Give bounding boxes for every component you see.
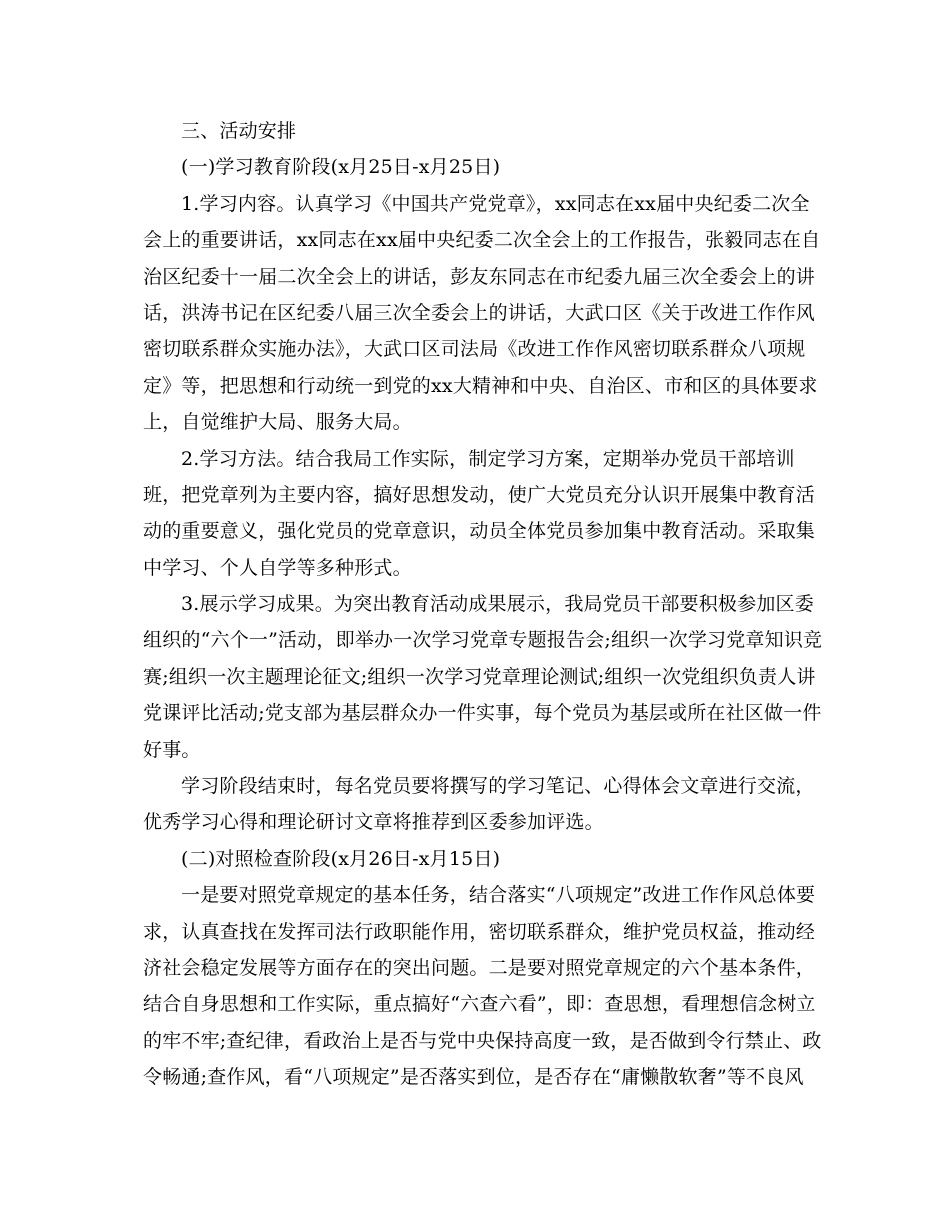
paragraph-line: 学习阶段结束时，每名党员要将撰写的学习笔记、心得体会文章进行交流， — [181, 775, 815, 798]
paragraph-line: 定》等，把思想和行动统一到党的xx大精神和中央、自治区、市和区的具体要求 — [143, 374, 818, 397]
paragraph-line: 赛;组织一次主题理论征文;组织一次学习党章理论测试;组织一次党组织负责人讲 — [143, 665, 816, 688]
paragraph-line: 话，洪涛书记在区纪委八届三次全委会上的讲话，大武口区《关于改进工作作风 — [143, 301, 816, 324]
paragraph-line: 好事。 — [143, 738, 201, 761]
paragraph-line: 令畅通;查作风，看“八项规定”是否落实到位，是否存在“庸懒散软奢”等不良风 — [143, 1066, 804, 1089]
paragraph-line: 中学习、个人自学等多种形式。 — [143, 556, 412, 579]
paragraph-line: 求，认真查找在发挥司法行政职能作用，密切联系群众，维护党员权益，推动经 — [143, 920, 816, 943]
paragraph-line: 1.学习内容。认真学习《中国共产党党章》，xx同志在xx届中央纪委二次全 — [181, 192, 810, 215]
subsection-heading: (一)学习教育阶段(x月25日-x月25日) — [181, 156, 501, 179]
section-heading: 三、活动安排 — [181, 120, 297, 142]
paragraph-line: 组织的“六个一”活动，即举办一次学习党章专题报告会;组织一次学习党章知识竞 — [143, 629, 823, 652]
paragraph-line: 治区纪委十一届二次全会上的讲话，彭友东同志在市纪委九届三次全委会上的讲 — [143, 265, 816, 288]
paragraph-line: 3.展示学习成果。为突出教育活动成果展示，我局党员干部要积极参加区委 — [181, 593, 814, 616]
subsection-heading: (二)对照检查阶段(x月26日-x月15日) — [181, 847, 501, 870]
paragraph-line: 优秀学习心得和理论研讨文章将推荐到区委参加评选。 — [143, 811, 604, 834]
paragraph-line: 的牢不牢;查纪律，看政治上是否与党中央保持高度一致，是否做到令行禁止、政 — [143, 1029, 822, 1052]
paragraph-line: 班，把党章列为主要内容，搞好思想发动，使广大党员充分认识开展集中教育活 — [143, 483, 816, 506]
paragraph-line: 动的重要意义，强化党员的党章意识，动员全体党员参加集中教育活动。采取集 — [143, 520, 816, 543]
paragraph-line: 上，自觉维护大局、服务大局。 — [143, 411, 412, 434]
paragraph-line: 一是要对照党章规定的基本任务，结合落实“八项规定”改进工作作风总体要 — [181, 884, 816, 907]
paragraph-line: 济社会稳定发展等方面存在的突出问题。二是要对照党章规定的六个基本条件， — [143, 956, 816, 979]
paragraph-line: 结合自身思想和工作实际，重点搞好“六查六看”，即：查思想，看理想信念树立 — [143, 993, 816, 1016]
document-body — [143, 113, 823, 1096]
paragraph-line: 党课评比活动;党支部为基层群众办一件实事，每个党员为基层或所在社区做一件 — [143, 702, 822, 725]
paragraph-line: 会上的重要讲话，xx同志在xx届中央纪委二次全会上的工作报告，张毅同志在自 — [143, 229, 821, 252]
paragraph-line: 密切联系群众实施办法》，大武口区司法局《改进工作作风密切联系群众八项规 — [143, 338, 806, 361]
paragraph-line: 2.学习方法。结合我局工作实际，制定学习方案，定期举办党员干部培训 — [181, 447, 795, 470]
